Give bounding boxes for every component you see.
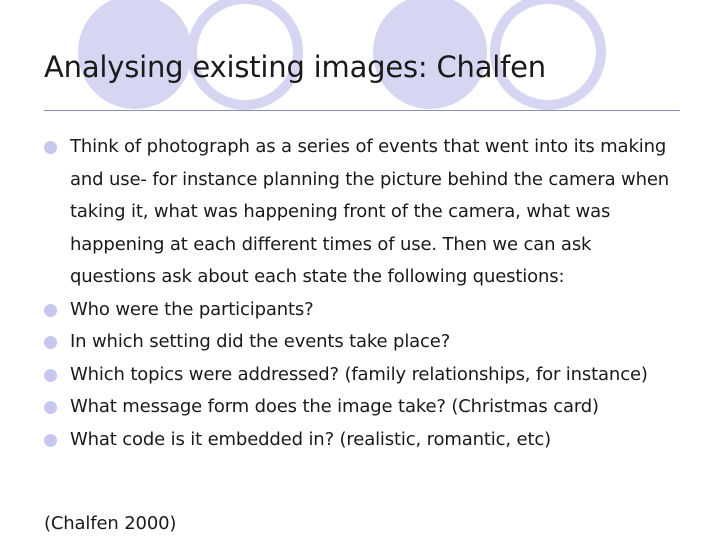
bullet-dot-icon <box>44 336 57 349</box>
bullet-item-topics <box>44 359 680 392</box>
bullet-item-participants <box>44 294 680 327</box>
bullet-text: Who were the participants? <box>70 298 314 320</box>
bullet-text: Which topics were addressed? (family relationships, for instance) <box>70 363 648 385</box>
bullet-dot-icon <box>44 369 57 382</box>
bullet-dot-icon <box>44 434 57 447</box>
bullet-text: In which setting did the events take place? <box>70 331 451 352</box>
bullet-item-setting <box>44 326 680 359</box>
bullet-list <box>44 131 680 456</box>
bullet-dot-icon <box>44 304 57 317</box>
bullet-text: What message form does the image take? (Christmas card) <box>70 396 599 417</box>
citation: (Chalfen 2000) <box>44 513 177 534</box>
title-divider <box>44 110 680 111</box>
bullet-dot-icon <box>44 141 57 154</box>
bullet-dot-icon <box>44 401 57 414</box>
slide-title: Analysing existing images: Chalfen <box>44 50 546 84</box>
bullet-item-code <box>44 424 680 457</box>
bullet-text: Think of photograph as a series of events that went into its making and use- for instance planning the picture behind the camera when taking it, what was happening front of the camera, what was happening at each different times of use. Then we can ask questions ask about each state the following questions: <box>70 136 670 287</box>
bullet-item-message-form <box>44 391 680 424</box>
bullet-text: What code is it embedded in? (realistic, romantic, etc) <box>70 428 551 450</box>
bullet-item-events <box>44 131 680 294</box>
